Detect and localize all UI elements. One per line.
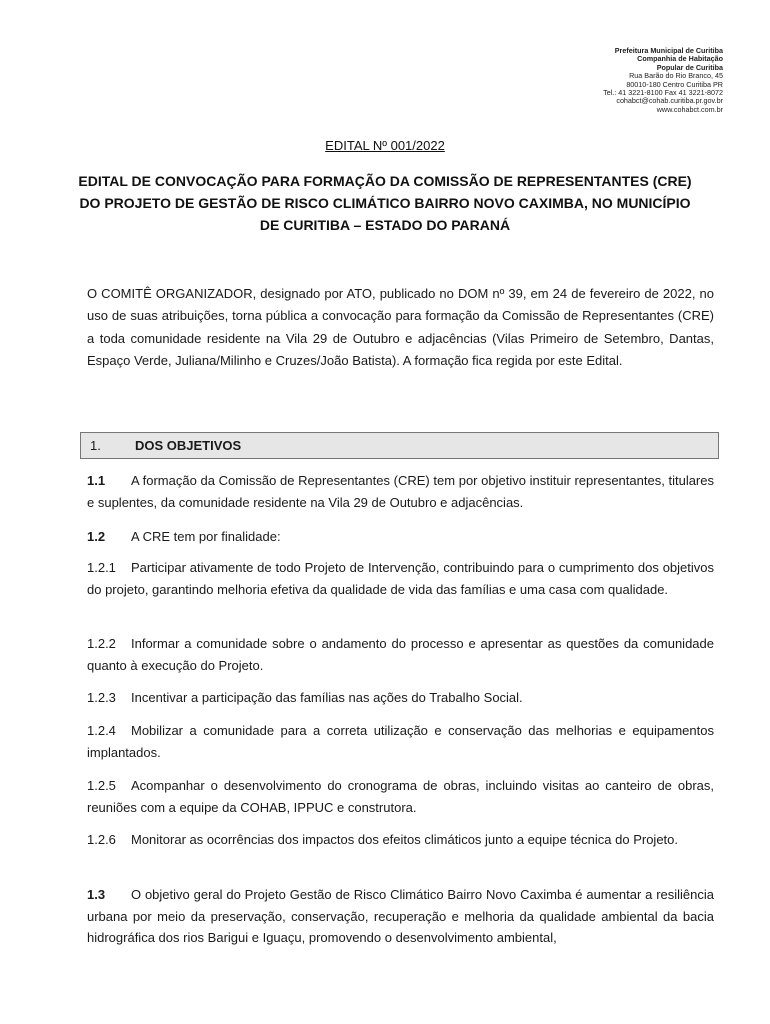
clause-1-2-6 (87, 829, 714, 851)
clause-1-2-3 (87, 687, 714, 709)
letterhead-line: Popular de Curitiba (656, 62, 723, 72)
section-heading-objetivos (80, 432, 719, 459)
letterhead-line: www.cohabct.com.br (656, 104, 723, 114)
clause-1-2-1 (87, 557, 714, 600)
clause-number: 1.2.3 (87, 690, 116, 705)
clause-number: 1.3 (87, 887, 106, 902)
clause-text: Informar a comunidade sobre o andamento do processo e apresentar as questões da comunidade quanto à execução do Projeto. (87, 636, 714, 673)
clause-text: A formação da Comissão de Representantes (CRE) tem por objetivo instituir representantes, titulares e suplentes, da comunidade residente na Vila 29 de Outubro e adjacências. (87, 473, 714, 510)
clause-1-2-2 (87, 633, 714, 676)
letterhead-line: Rua Barão do Rio Branco, 45 (629, 71, 723, 81)
clause-number: 1.2.6 (87, 832, 116, 847)
clause-number: 1.2.4 (87, 723, 116, 738)
clause-number: 1.2.1 (87, 560, 116, 575)
letterhead (603, 47, 723, 114)
clause-1-3 (87, 884, 714, 949)
title-line: DO PROJETO DE GESTÃO DE RISCO CLIMÁTICO BAIRRO NOVO CAXIMBA, NO MUNICÍPIO (79, 195, 691, 211)
clause-number: 1.1 (87, 473, 106, 488)
clause-number: 1.2.2 (87, 636, 116, 651)
clause-1-2-4 (87, 720, 714, 763)
letterhead-line: Tel.: 41 3221-8100 Fax 41 3221-8072 (603, 88, 723, 98)
section-number: 1. (90, 438, 101, 453)
clause-text: Monitorar as ocorrências dos impactos dos efeitos climáticos junto a equipe técnica do Projeto. (131, 832, 679, 847)
clause-1-2 (87, 526, 714, 548)
clause-text: Mobilizar a comunidade para a correta utilização e conservação das melhorias e equipamentos implantados. (87, 723, 714, 760)
title-line: DE CURITIBA – ESTADO DO PARANÁ (259, 217, 511, 233)
clause-text: Participar ativamente de todo Projeto de Intervenção, contribuindo para o cumprimento dos objetivos do projeto, garantindo melhoria efetiva da qualidade de vida das famílias e uma casa com qualidade. (87, 560, 714, 597)
clause-text: Incentivar a participação das famílias nas ações do Trabalho Social. (131, 690, 523, 705)
document-title (70, 170, 700, 236)
letterhead-line: 80010-180 Centro Curitiba PR (626, 79, 723, 89)
clause-text: O objetivo geral do Projeto Gestão de Risco Climático Bairro Novo Caximba é aumentar a resiliência urbana por meio da preservação, conservação, recuperação e melhoria da qualidade ambiental da bacia hidrográfica dos rios Barigui e Iguaçu, promovendo o desenvolvimento ambiental, (87, 887, 714, 945)
clause-text: Acompanhar o desenvolvimento do cronograma de obras, incluindo visitas ao canteiro de obras, reuniões com a equipe da COHAB, IPPUC e construtora. (87, 778, 714, 815)
clause-number: 1.2.5 (87, 778, 116, 793)
clause-text: A CRE tem por finalidade: (131, 529, 281, 544)
section-title: DOS OBJETIVOS (135, 438, 242, 453)
intro-paragraph: O COMITÊ ORGANIZADOR, designado por ATO, publicado no DOM nº 39, em 24 de fevereiro de 2022, no uso de suas atribuições, torna pública a convocação para formação da Comissão de Representantes (CRE) a toda comunidade residente na Vila 29 de Outubro e adjacências (Vilas Primeiro de Setembro, Dantas, Espaço Verde, Juliana/Milinho e Cruzes/João Batista). A formação fica regida por este Edital. (87, 286, 714, 368)
clause-1-1 (87, 470, 714, 513)
letterhead-line: Companhia de Habitação (637, 54, 723, 64)
letterhead-line: cohabct@cohab.curitiba.pr.gov.br (616, 96, 723, 106)
edital-number: EDITAL Nº 001/2022 (325, 138, 445, 153)
clause-1-2-5 (87, 775, 714, 818)
clause-number: 1.2 (87, 529, 106, 544)
title-line: EDITAL DE CONVOCAÇÃO PARA FORMAÇÃO DA COMISSÃO DE REPRESENTANTES (CRE) (78, 173, 692, 189)
letterhead-line: Prefeitura Municipal de Curitiba (614, 46, 723, 55)
